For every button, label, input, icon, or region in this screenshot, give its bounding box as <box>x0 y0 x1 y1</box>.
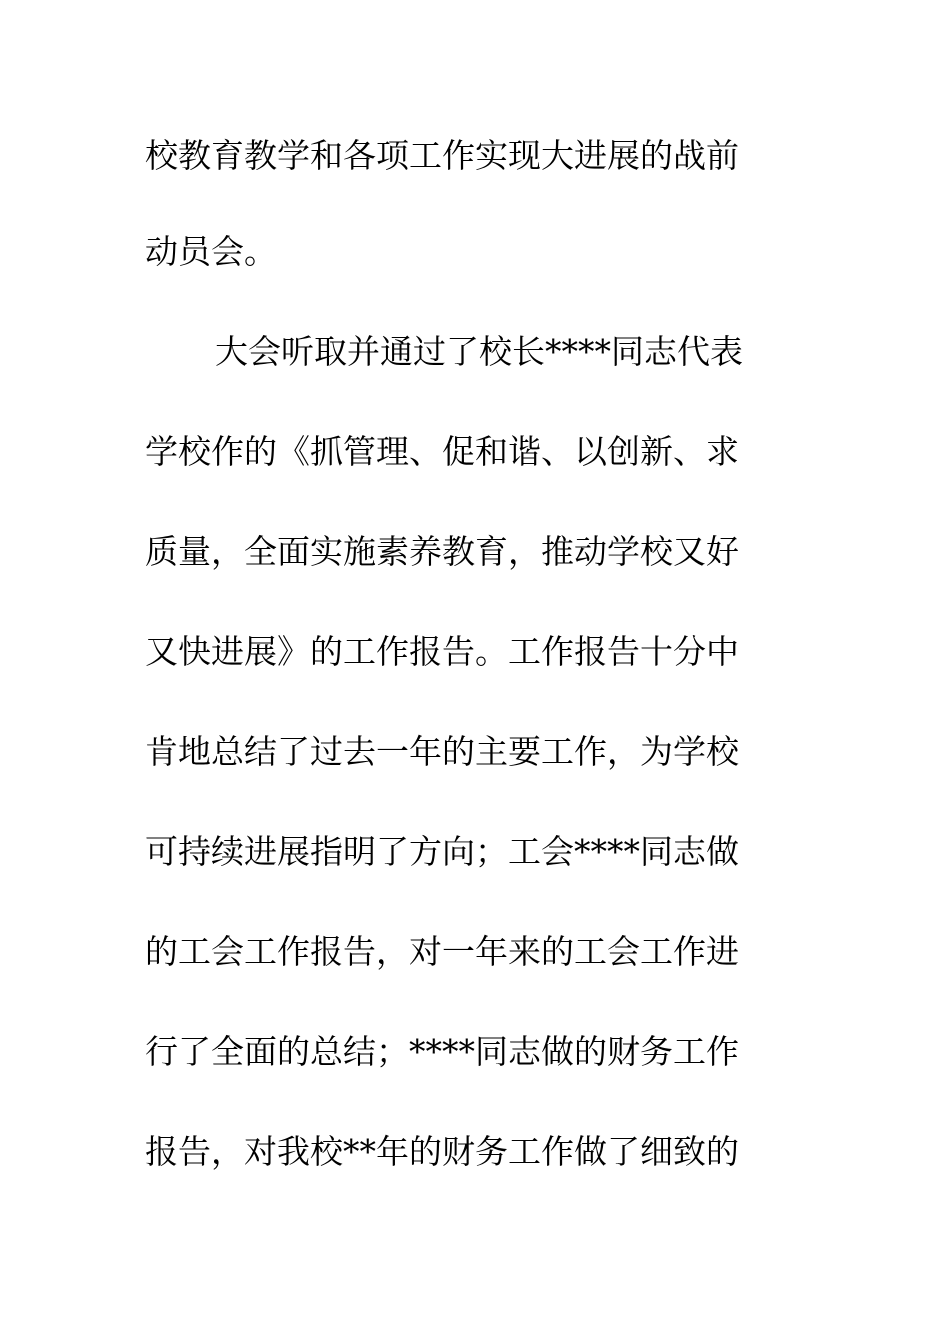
text-line: 又快进展》的工作报告。工作报告十分中 <box>145 632 739 671</box>
text-line: 肯地总结了过去一年的主要工作，为学校 <box>145 732 739 771</box>
text-line: 质量，全面实施素养教育，推动学校又好 <box>145 532 739 571</box>
text-line: 校教育教学和各项工作实现大进展的战前 <box>145 136 739 175</box>
text-line: 行了全面的总结；****同志做的财务工作 <box>145 1032 739 1071</box>
text-line: 动员会。 <box>145 232 277 271</box>
text-line: 报告，对我校**年的财务工作做了细致的 <box>145 1132 739 1171</box>
text-line: 学校作的《抓管理、促和谐、以创新、求 <box>145 432 739 471</box>
text-line: 可持续进展指明了方向；工会****同志做 <box>145 832 739 871</box>
paragraph-first-line: 大会听取并通过了校长****同志代表 <box>215 332 743 371</box>
text-line: 的工会工作报告，对一年来的工会工作进 <box>145 932 739 971</box>
